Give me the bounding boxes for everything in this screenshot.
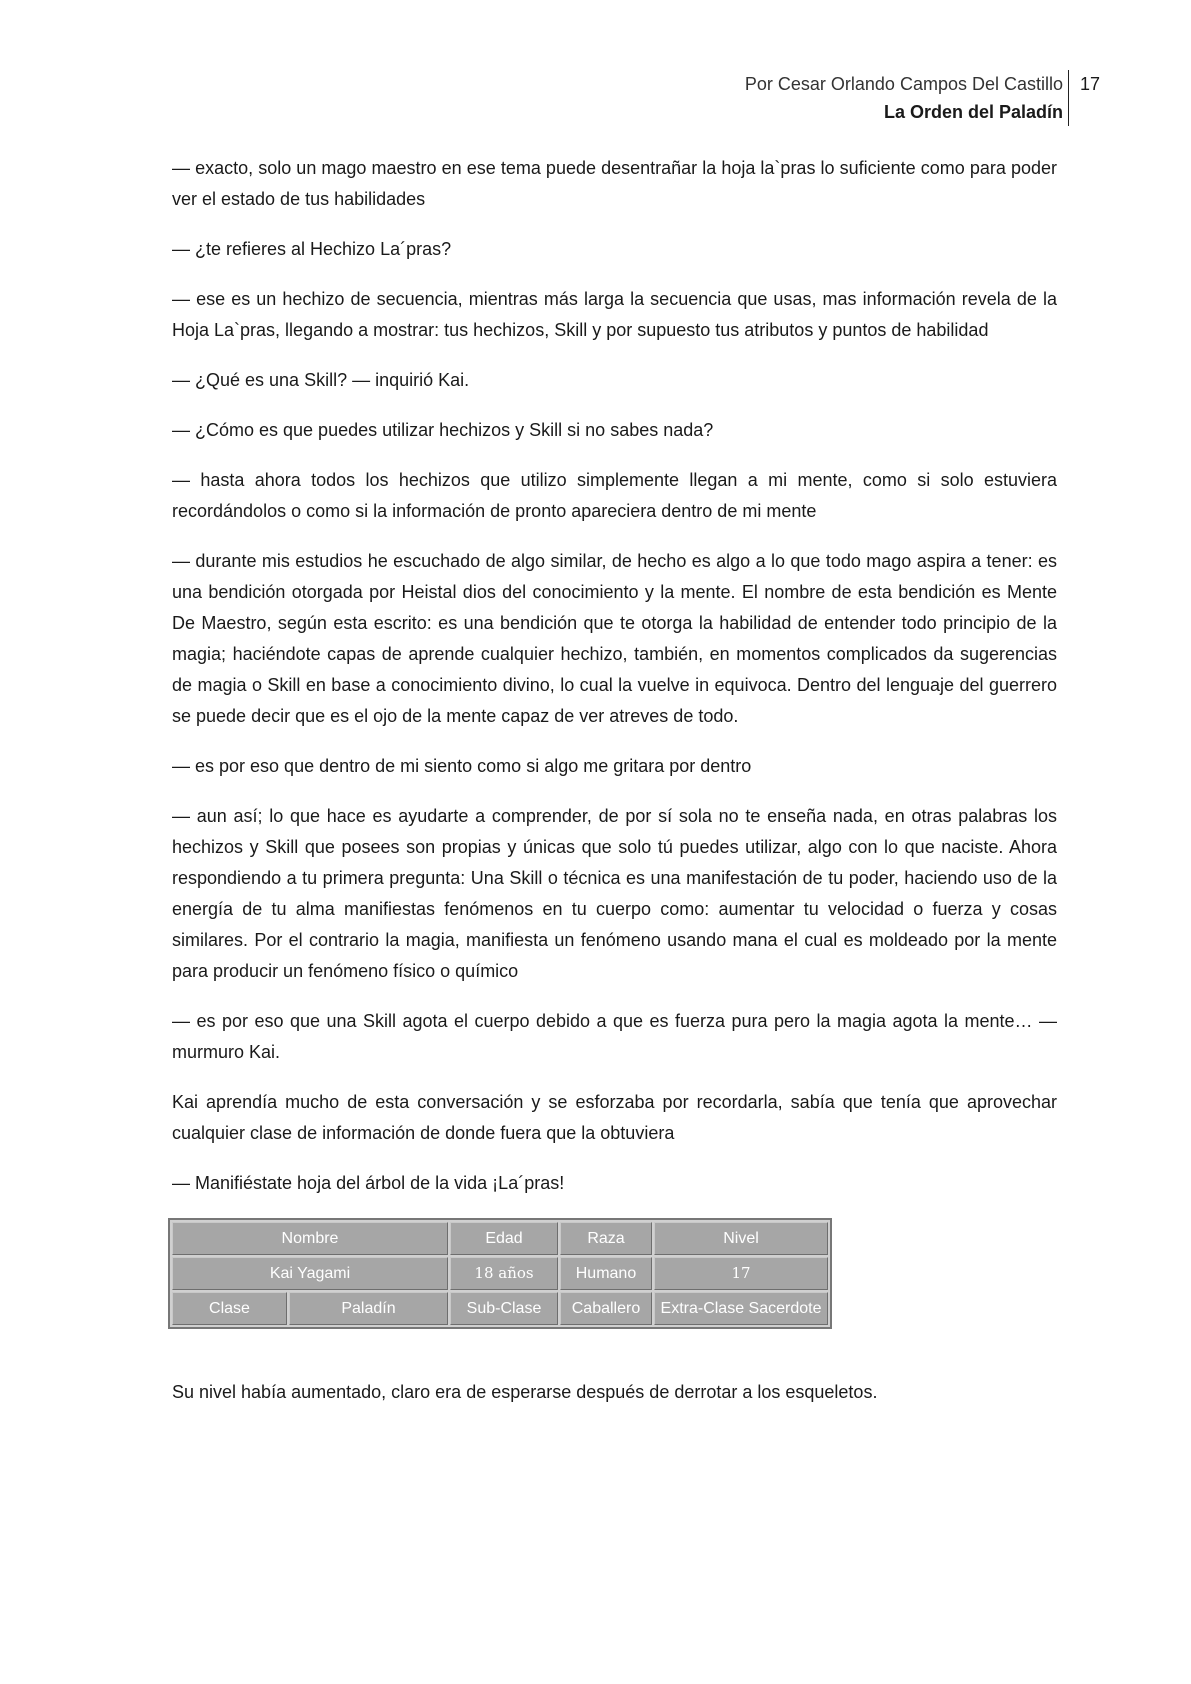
paragraph: — Manifiéstate hoja del árbol de la vida ¡La´pras!: [172, 1173, 565, 1193]
page-header: [745, 70, 1063, 126]
header-divider: [1068, 70, 1069, 126]
body-text: [172, 153, 1057, 1427]
paragraph: — ese es un hechizo de secuencia, mientras más larga la secuencia que usas, mas información revela de la Hoja La`pras, llegando a mostrar: tus hechizos, Skill y por supuesto tus atributos y puntos de habilidad: [172, 289, 1057, 340]
cell-raza: Humano: [560, 1257, 652, 1290]
cell-nombre: Kai Yagami: [172, 1257, 448, 1290]
paragraph: Kai aprendía mucho de esta conversación y se esforzaba por recordarla, sabía que tenía que aprovechar cualquier clase de información de donde fuera que la obtuviera: [172, 1092, 1057, 1143]
closing-paragraph: Su nivel había aumentado, claro era de esperarse después de derrotar a los esqueletos.: [172, 1382, 878, 1402]
cell-subclase: Caballero: [560, 1292, 652, 1325]
table-row: [172, 1292, 828, 1325]
paragraph: — ¿te refieres al Hechizo La´pras?: [172, 239, 452, 259]
cell-edad: 18 años: [450, 1257, 558, 1290]
paragraph: — es por eso que una Skill agota el cuerpo debido a que es fuerza pura pero la magia agota la mente… — murmuro Kai.: [172, 1011, 1057, 1062]
cell-nivel: 17: [654, 1257, 828, 1290]
table-row: [172, 1257, 828, 1290]
paragraph: — aun así; lo que hace es ayudarte a comprender, de por sí sola no te enseña nada, en otras palabras los hechizos y Skill que posees son propias y únicas que solo tú puedes utilizar, algo con lo que naciste. Ahora respondiendo a tu primera pregunta: Una Skill o técnica es una manifestación de tu poder, haciendo uso de la energía de tu alma manifiestas fenómenos en tu cuerpo como: aumentar tu velocidad o fuerza y cosas similares. Por el contrario la magia, manifiesta un fenómeno usando mana el cual es moldeado por la mente para producir un fenómeno físico o químico: [172, 806, 1057, 981]
paragraph: — es por eso que dentro de mi siento como si algo me gritara por dentro: [172, 756, 752, 776]
header-cell-nivel: Nivel: [654, 1222, 828, 1255]
paragraph: — ¿Cómo es que puedes utilizar hechizos y Skill si no sabes nada?: [172, 420, 714, 440]
paragraph: — hasta ahora todos los hechizos que utilizo simplemente llegan a mi mente, como si solo estuviera recordándolos o como si la información de pronto apareciera dentro de mi mente: [172, 470, 1057, 521]
paragraph: — durante mis estudios he escuchado de algo similar, de hecho es algo a lo que todo mago aspira a tener: es una bendición otorgada por Heistal dios del conocimiento y la mente. El nombre de esta bendición es Mente De Maestro, según esta escrito: es una bendición que te otorga la habilidad de entender todo principio de la magia; haciéndote capas de aprende cualquier hechizo, también, en momentos complicados da sugerencias de magia o Skill en base a conocimiento divino, lo cual la vuelve in equivoca. Dentro del lenguaje del guerrero se puede decir que es el ojo de la mente capaz de ver atreves de todo.: [172, 551, 1057, 726]
cell-clase: Paladín: [289, 1292, 448, 1325]
header-author: Por Cesar Orlando Campos Del Castillo: [744, 74, 1063, 94]
cell-extraclase: Extra-Clase Sacerdote: [654, 1292, 828, 1325]
header-cell-nombre: Nombre: [172, 1222, 448, 1255]
cell-clase-label: Clase: [172, 1292, 287, 1325]
page-number: 17: [1080, 74, 1101, 94]
cell-subclase-label: Sub-Clase: [450, 1292, 558, 1325]
paragraph: — ¿Qué es una Skill? — inquirió Kai.: [172, 370, 470, 390]
header-book-title: La Orden del Paladín: [883, 102, 1063, 122]
header-cell-raza: Raza: [560, 1222, 652, 1255]
character-stats-table: [168, 1218, 832, 1329]
table-row: [172, 1222, 828, 1255]
header-cell-edad: Edad: [450, 1222, 558, 1255]
paragraph: — exacto, solo un mago maestro en ese tema puede desentrañar la hoja la`pras lo suficiente como para poder ver el estado de tus habilidades: [172, 158, 1057, 209]
